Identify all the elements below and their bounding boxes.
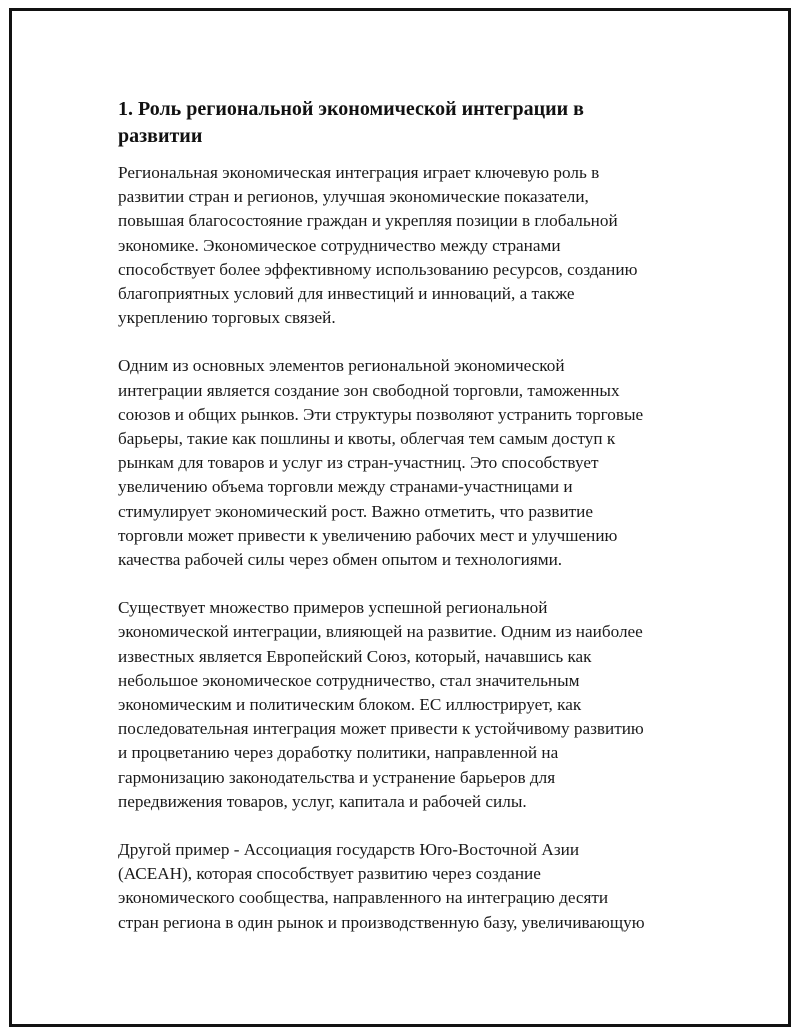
text-line: увеличению объема торговли между странами-участницами и (118, 477, 573, 497)
document-body (118, 96, 703, 959)
heading-line: развитии (118, 125, 203, 147)
text-line: (АСЕАН), которая способствует развитию через создание (118, 864, 541, 884)
text-line: Региональная экономическая интеграция играет ключевую роль в (118, 163, 600, 182)
paragraph (118, 596, 703, 814)
paragraph (118, 161, 703, 330)
text-line: и процветанию через доработку политики, направленной на (118, 743, 559, 763)
text-line: союзов и общих рынков. Эти структуры позволяют устранить торговые (118, 404, 644, 424)
text-line: передвижения товаров, услуг, капитала и рабочей силы. (118, 791, 527, 811)
paragraph (118, 838, 703, 935)
text-line: рынкам для товаров и услуг из стран-участниц. Это способствует (118, 453, 599, 473)
text-line: укреплению торговых связей. (118, 308, 336, 328)
text-line: интеграции является создание зон свободной торговли, таможенных (118, 380, 620, 400)
section-heading (118, 96, 703, 150)
text-line: Существует множество примеров успешной региональной (118, 598, 548, 618)
heading-line: 1. Роль региональной экономической интеграции в (118, 98, 584, 120)
text-line: развитии стран и регионов, улучшая экономические показатели, (118, 187, 589, 207)
text-line: стимулирует экономический рост. Важно отметить, что развитие (118, 501, 593, 521)
text-line: торговли может привести к увеличению рабочих мест и улучшению (118, 525, 618, 545)
text-line: благоприятных условий для инвестиций и инноваций, а также (118, 284, 575, 304)
paragraph (118, 354, 703, 572)
text-line: стран региона в один рынок и производственную базу, увеличивающую (118, 912, 645, 932)
text-line: последовательная интеграция может привести к устойчивому развитию (118, 719, 644, 739)
text-line: экономическим и политическим блоком. ЕС иллюстрирует, как (118, 695, 582, 715)
text-line: Одним из основных элементов региональной экономической (118, 356, 565, 376)
text-line: известных является Европейский Союз, который, начавшись как (118, 646, 592, 666)
text-line: Другой пример - Ассоциация государств Юго-Восточной Азии (118, 840, 580, 860)
text-line: небольшое экономическое сотрудничество, стал значительным (118, 670, 580, 690)
text-line: гармонизацию законодательства и устранение барьеров для (118, 767, 556, 787)
text-line: повышая благосостояние граждан и укрепляя позиции в глобальной (118, 211, 618, 231)
text-line: барьеры, такие как пошлины и квоты, облегчая тем самым доступ к (118, 429, 616, 449)
text-line: способствует более эффективному использованию ресурсов, созданию (118, 259, 638, 279)
text-line: экономического сообщества, направленного на интеграцию десяти (118, 888, 609, 908)
text-line: экономике. Экономическое сотрудничество между странами (118, 235, 561, 255)
text-line: качества рабочей силы через обмен опытом и технологиями. (118, 550, 563, 570)
text-line: экономической интеграции, влияющей на развитие. Одним из наиболее (118, 622, 643, 642)
